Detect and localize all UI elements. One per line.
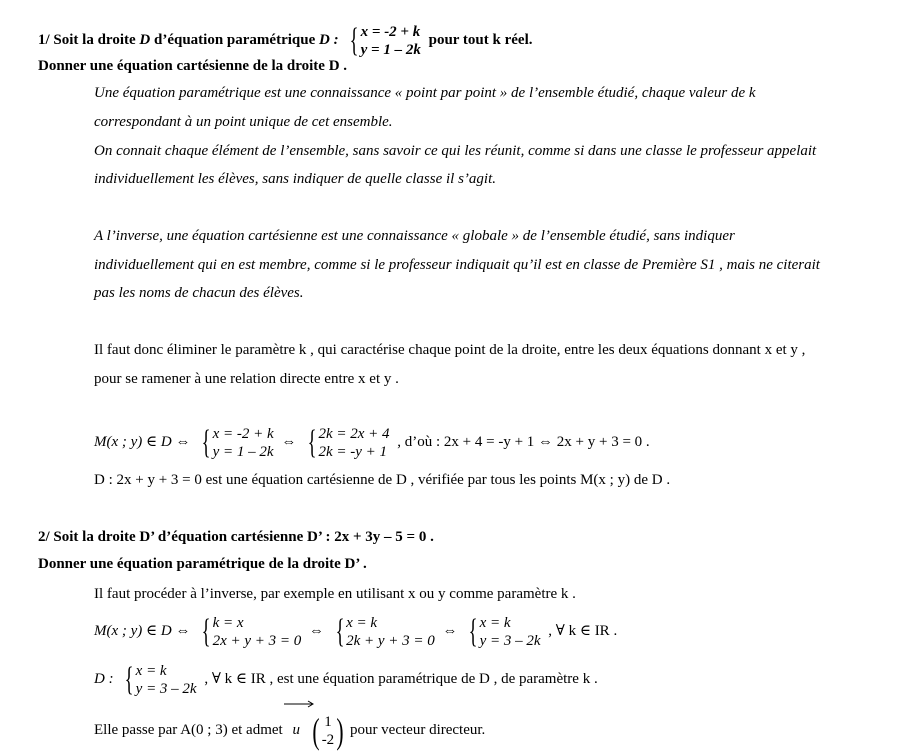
para-line: individuellement qui en est membre, comme si le professeur indiquait qu’il est en classe de Première S1 , mais ne citerait (94, 257, 820, 273)
part2-last-line: Elle passe par A(0 ; 3) et admet u ( 1 -2 ) pour vecteur directeur. (94, 706, 485, 750)
part1-title-system: { x = -2 + k y = 1 – 2k (349, 21, 421, 59)
part1-conclusion: D : 2x + y + 3 = 0 est une équation cartésienne de D , vérifiée par tous les points M(x ; y) de D . (94, 472, 671, 488)
vector-arrow-icon (284, 700, 316, 708)
vector-u: u (292, 706, 300, 750)
vector-coordinates: ( 1 -2 ) (312, 710, 344, 751)
para-line: Il faut donc éliminer le paramètre k , qui caractérise chaque point de la droite, entre les deux équations donnant x et y , (94, 342, 806, 358)
para-line: pour se ramener à une relation directe entre x et y . (94, 371, 399, 387)
part2-result: D : { x = k y = 3 – 2k , ∀ k ∈ IR , est une équation paramétrique de D , de paramètre k . (94, 660, 598, 698)
part1-question: Donner une équation cartésienne de la droite D . (38, 58, 348, 74)
part2-equation: M(x ; y) ∈ D ⇔ { k = x 2x + y + 3 = 0 ⇔ { x = k 2k + y + 3 = 0 ⇔ { x = k y = 3 – 2k , ∀ k ∈ IR . (94, 612, 618, 650)
para-line: Il faut procéder à l’inverse, par exemple en utilisant x ou y comme paramètre k . (94, 586, 576, 602)
part2-title: 2/ Soit la droite D’ d’équation cartésienne D’ : 2x + 3y – 5 = 0 . (38, 529, 434, 545)
para-line: individuellement les élèves, sans indiquer de quelle classe il s’agit. (94, 171, 496, 187)
part1-equation: M(x ; y) ∈ D ⇔ { x = -2 + k y = 1 – 2k ⇔ { 2k = 2x + 4 2k = -y + 1 , d’où : 2x + 4 = -y + 1 ⇔ 2x + y + 3 = 0 . (94, 423, 650, 461)
para-line: On connait chaque élément de l’ensemble, sans savoir ce qui les réunit, comme si dans une classe le professeur appelait (94, 143, 817, 159)
para-line: Une équation paramétrique est une connaissance « point par point » de l’ensemble étudié, chaque valeur de k (94, 85, 756, 101)
para-line: A l’inverse, une équation cartésienne est une connaissance « globale » de l’ensemble étudié, sans indiquer (94, 228, 735, 244)
para-line: pas les noms de chacun des élèves. (94, 285, 304, 301)
part2-question: Donner une équation paramétrique de la droite D’ . (38, 556, 367, 572)
para-line: correspondant à un point unique de cet ensemble. (94, 114, 393, 130)
part1-title: 1/ Soit la droite D d’équation paramétrique D : { x = -2 + k y = 1 – 2k pour tout k réel. (38, 21, 533, 59)
